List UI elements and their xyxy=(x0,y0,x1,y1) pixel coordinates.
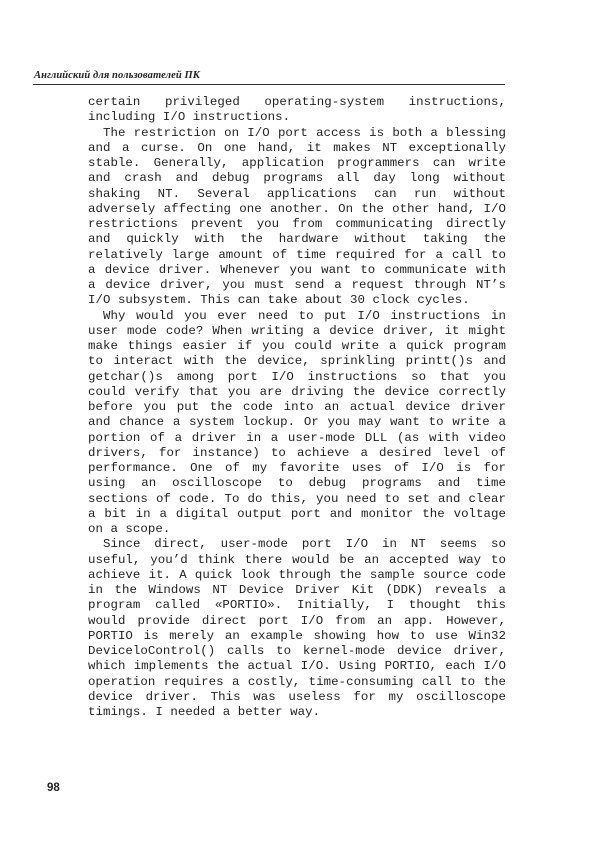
paragraph-2: The restriction on I/O port access is both a blessing and a curse. On one hand, it makes NT exceptionally stable. Generally, application programmers can write and crash and debug programs all day long without shaking NT. Several applications can run without adversely affecting one another. On the other hand, I/O restrictions prevent you from communicating directly and quickly with the hardware without taking the relatively large amount of time required for a call to a device driver. Whenever you want to communicate with a device driver, you must send a request through NT’s I/O subsystem. This can take about 30 clock cycles. xyxy=(88,125,506,308)
page-number: 98 xyxy=(47,782,60,794)
body-text xyxy=(88,95,506,720)
header-rule xyxy=(33,84,505,85)
paragraph-4: Since direct, user-mode port I/O in NT seems so useful, you’d think there would be an accepted way to achieve it. A quick look through the sample source code in the Windows NT Device Driver Kit (DDK) reveals a program called «PORTIO». Initially, I thought this would provide direct port I/O from an app. However, PORTIO is merely an example showing how to use Win32 DeviceloControl() calls to kernel-mode device driver, which implements the actual I/O. Using PORTIO, each I/O operation requires a costly, time-consuming call to the device driver. This was useless for my oscilloscope timings. I needed a better way. xyxy=(88,537,506,719)
running-header-title: Английский для пользователей ПК xyxy=(34,70,200,81)
paragraph-1: certain privileged operating-system instructions, including I/O instructions. xyxy=(88,95,506,125)
paragraph-3: Why would you ever need to put I/O instructions in user mode code? When writing a device driver, it might make things easier if you could write a quick program to interact with the device, sprinkling printt()s and getchar()s among port I/O instructions so that you could verify that you are driving the device correctly before you put the code into an actual device driver and chance a system lockup. Or you may want to write a portion of a driver in a user-mode DLL (as with video drivers, for instance) to achieve a desired level of performance. One of my favorite uses of I/O is for using an oscilloscope to debug programs and time sections of code. To do this, you need to set and clear a bit in a digital output port and monitor the voltage on a scope. xyxy=(88,308,506,536)
